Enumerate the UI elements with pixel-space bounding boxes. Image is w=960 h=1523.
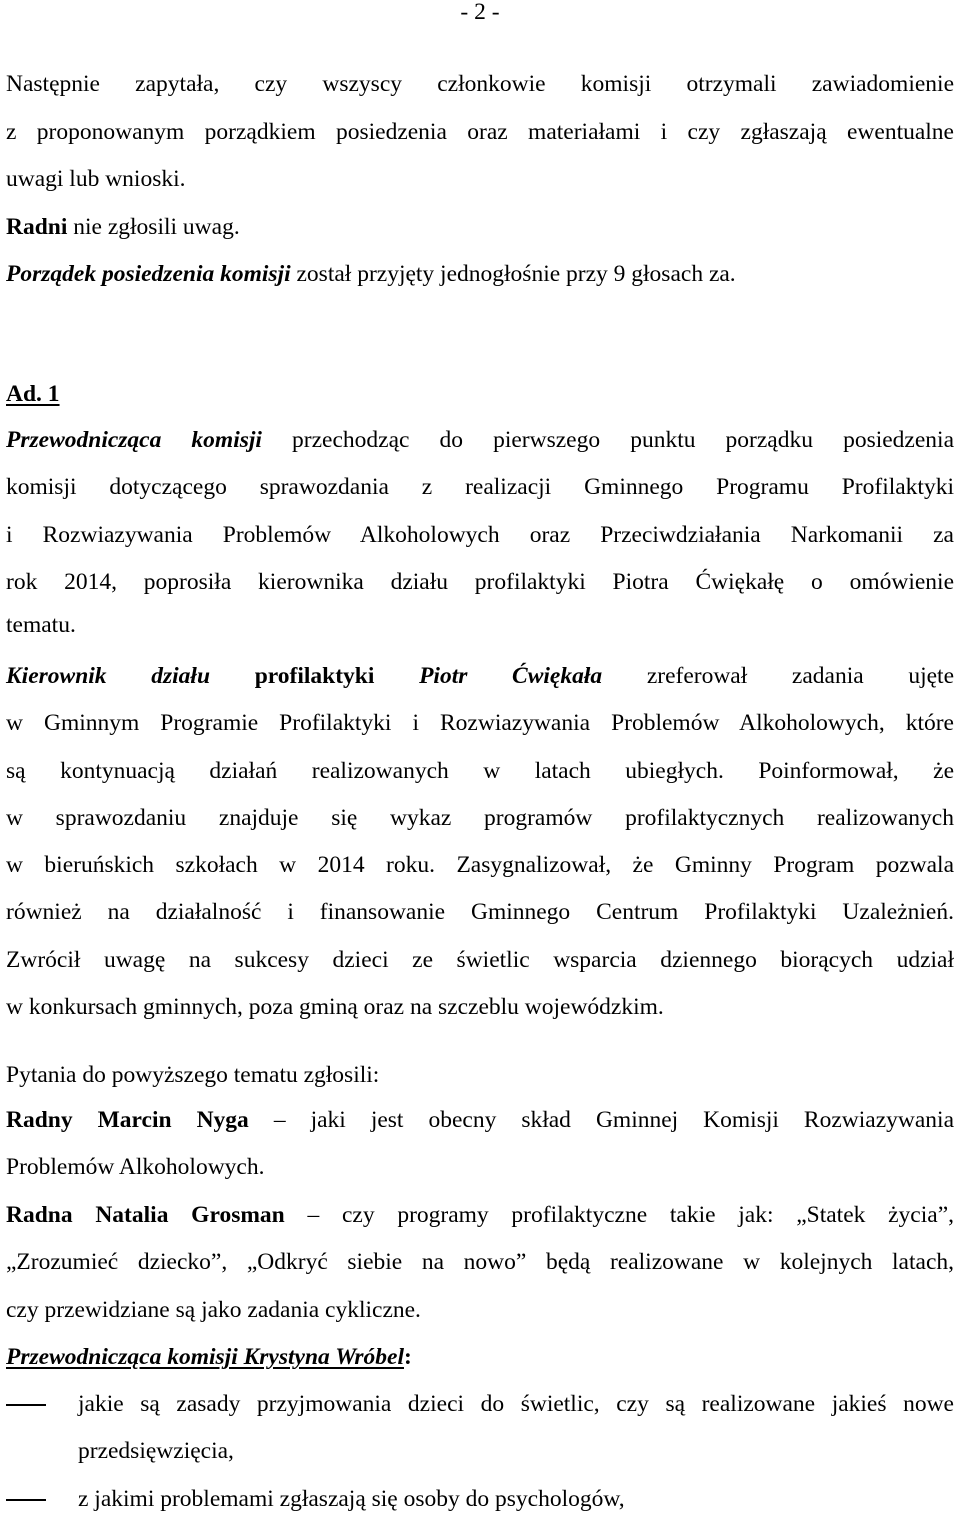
list-item (6, 1476, 954, 1523)
intro-line-2: z proponowanym porządkiem posiedzenia oraz materiałami i czy zgłaszają ewentualne (6, 118, 954, 145)
p2-line-6: również na działalność i finansowanie Gminnego Centrum Profilaktyki Uzależnień. (6, 899, 954, 926)
dash-bullet-icon (6, 1476, 46, 1523)
p2-word-piotr: Piotr (419, 663, 468, 689)
q2-line-2: „Zrozumieć dziecko”, „Odkryć siebie na nowo” będą realizowane w kolejnych latach, (6, 1249, 954, 1276)
radni-rest: nie zgłosili uwag. (67, 214, 240, 240)
p1-line-3: i Rozwiazywania Problemów Alkoholowych oraz Przeciwdziałania Narkomanii za (6, 521, 954, 548)
questions-intro: Pytania do powyższego tematu zgłosili: (6, 1062, 380, 1088)
q2-line-3: czy przewidziane są jako zadania cykliczne. (6, 1296, 421, 1323)
intro-section (6, 61, 954, 204)
p2-line-3: są kontynuacją działań realizowanych w latach ubiegłych. Poinformował, że (6, 757, 954, 784)
p2-line-8: w konkursach gminnych, poza gminą oraz na szczeblu wojewódzkim. (6, 994, 664, 1021)
question-nyga (6, 1097, 954, 1192)
page-number: - 2 - (460, 0, 500, 25)
p2-line-5: w bieruńskich szkołach w 2014 roku. Zasygnalizował, że Gminny Program pozwala (6, 852, 954, 879)
q1-line-1 (6, 1097, 954, 1144)
p2-word-kierownik: Kierownik (6, 663, 107, 689)
p1-lead: Przewodnicząca komisji (6, 427, 262, 453)
ad1-heading-row (6, 371, 954, 418)
q3-colon: : (404, 1344, 412, 1370)
p2-line-1-rest: zreferował zadania ujęte (646, 663, 955, 689)
p1-line-1-text: przechodząc do pierwszego punktu porządku posiedzenia (261, 427, 954, 453)
q1-name: Radny Marcin Nyga (6, 1107, 249, 1133)
list-item-line-1: z jakimi problemami zgłaszają się osoby do psychologów, (78, 1485, 625, 1512)
ad1-heading: Ad. 1 (6, 381, 60, 407)
p2-line-1 (6, 653, 954, 700)
porzadek-line (6, 251, 954, 299)
p2-line-2: w Gminnym Programie Profilaktyki i Rozwiazywania Problemów Alkoholowych, które (6, 710, 954, 737)
p2-word-dzialu: działu (151, 663, 211, 689)
q2-line-1-text: – czy programy profilaktyczne takie jak: „Statek życia”, (284, 1202, 954, 1228)
p1-line-1 (6, 417, 954, 464)
question-wrobel-heading (6, 1334, 954, 1381)
p1-line-5: tematu. (6, 612, 76, 639)
p1-line-2: komisji dotyczącego sprawozdania z realizacji Gminnego Programu Profilaktyki (6, 474, 954, 501)
porzadek-bold-italic: Porządek posiedzenia komisji (6, 261, 291, 287)
p2-line-4: w sprawozdaniu znajduje się wykaz programów profilaktycznych realizowanych (6, 804, 954, 831)
p2-word-cwiekala: Ćwiękała (512, 663, 603, 689)
radni-bold: Radni (6, 214, 68, 240)
list-item (6, 1381, 954, 1476)
ad1-paragraph-2 (6, 653, 954, 1031)
list-item-line-2: przedsięwzięcia, (78, 1438, 234, 1465)
intro-line-1: Następnie zapytała, czy wszyscy członkowie komisji otrzymali zawiadomienie (6, 71, 954, 97)
wrobel-questions-list (6, 1381, 954, 1523)
q2-name: Radna Natalia Grosman (6, 1202, 285, 1228)
q2-line-1 (6, 1192, 954, 1239)
p1-line-4: rok 2014, poprosiła kierownika działu profilaktyki Piotra Ćwiękałę o omówienie (6, 568, 954, 595)
intro-line-3: uwagi lub wnioski. (6, 166, 186, 192)
ad1-paragraph-1 (6, 417, 954, 644)
q1-line-2: Problemów Alkoholowych. (6, 1154, 265, 1181)
dash-bullet-icon (6, 1381, 46, 1428)
porzadek-rest: został przyjęty jednogłośnie przy 9 głosach za. (290, 261, 736, 287)
q1-line-1-text: – jaki jest obecny skład Gminnej Komisji Rozwiazywania (248, 1107, 954, 1133)
radni-line (6, 204, 954, 252)
p2-line-7: Zwrócił uwagę na sukcesy dzieci ze świetlic wsparcia dziennego biorących udział (6, 946, 954, 973)
question-grosman (6, 1192, 954, 1334)
list-item-line-1: jakie są zasady przyjmowania dzieci do świetlic, czy są realizowane jakieś nowe (78, 1391, 954, 1417)
p2-word-profilaktyki: profilaktyki (254, 663, 375, 689)
q3-name: Przewodnicząca komisji Krystyna Wróbel (6, 1344, 404, 1370)
